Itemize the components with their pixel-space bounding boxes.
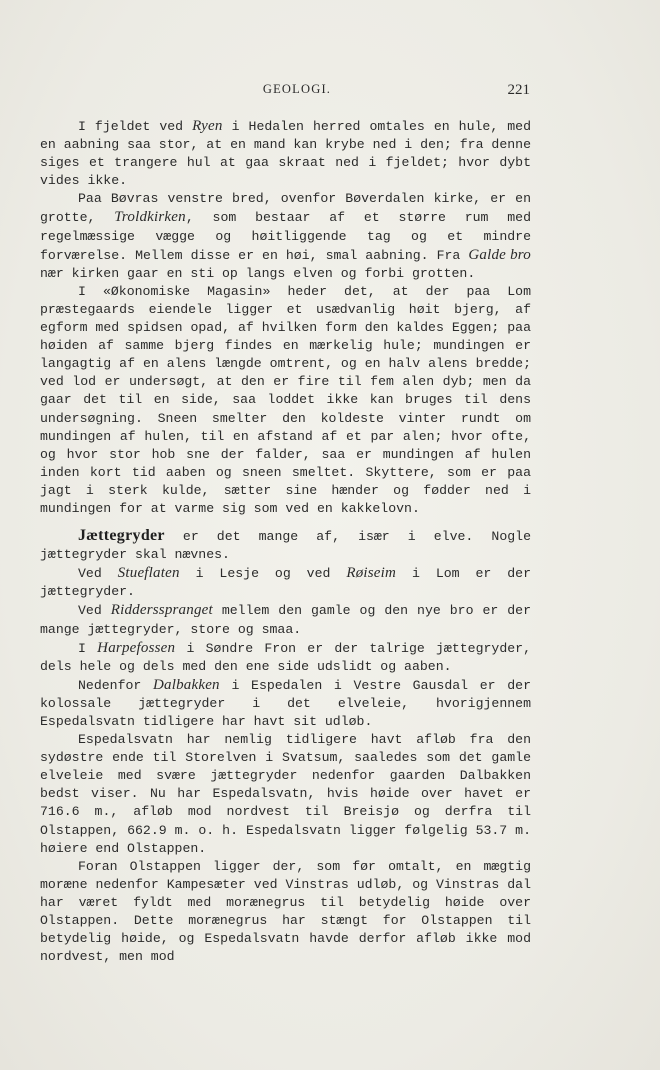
- running-title: GEOLOGI.: [262, 82, 332, 96]
- paragraph: [40, 190, 531, 282]
- place-name: Troldkirken: [114, 209, 186, 226]
- text-run: mellem den gamle og den nye bro er der mange jættegryder, store og smaa.: [40, 603, 532, 637]
- place-name: Riddersspranget: [110, 602, 213, 619]
- text-run: I fjeldet ved: [78, 119, 193, 134]
- place-name: Røiseim: [346, 565, 397, 582]
- text-run: , som bestaar af et større rum med regelmæssige vægge og høitliggende tag og et mindre forværelse. Mellem disse er en høi, smal aabning. Fra: [40, 210, 531, 263]
- paragraph: [40, 858, 531, 967]
- text-run: Paa Bøvras venstre bred, ovenfor Bøverdalen kirke, er en grotte,: [40, 191, 531, 226]
- text-run: Ved: [78, 566, 118, 582]
- section-heading: Jættegryder: [78, 527, 165, 545]
- text-run: i Espedalen i Vestre Gausdal er der kolossale jættegryder i det elveleie, hvorigjennem Espedalsvatn tidligere har havt sit udløb.: [40, 677, 531, 729]
- place-name: Ryen: [192, 118, 223, 134]
- body-text: [40, 117, 531, 966]
- page-header: [64, 82, 530, 102]
- paragraph: [40, 639, 531, 676]
- text-run: Foran Olstappen ligger der, som før omtalt, en mægtig moræne nedenfor Kampesæter ved Vinstras udløb, og Vinstras dal har været fyldt med morænegrus til betydelig høide over Olstappen. Dette morænegrus har stængt for Olstappen til betydelig høide, og Espedalsvatn havde derfor afløb ikke mod nordvest, men mod: [40, 858, 531, 965]
- paragraph: [40, 283, 531, 518]
- page-number: 221: [507, 82, 530, 98]
- text-run: I «Økonomiske Magasin» heder det, at der paa Lom præstegaards eiendele ligger et usædvanlig høit bjerg, af egform med spidsen opad, af hvilken form den kaldes Eggen; paa høiden af samme bjerg findes en mærkelig hule; mundingen er langagtig af en alens længde omtrent, og en halv alens bredde; ved lod er undersøgt, at den er fire til fem alen dyb; men da gaar det til en side, saa loddet ikke kan bruges til dens undersøgning. Sneen smelter den koldeste vinter rundt om mundingen af hulen, til en afstand af et par alen; hvor ofte, og hvor stor hob sne der falder, saa er mundingen af hulen inden kort tid aaben og sneen smeltet. Skyttere, som er paa jagt i sterk kulde, sætter sine hænder og fødder ned i mundingen for at varme sig som ved en kakkelovn.: [40, 283, 531, 516]
- text-run: Nedenfor: [78, 677, 153, 693]
- paragraph: [40, 527, 531, 564]
- paragraph: [40, 676, 531, 731]
- place-name: Harpefossen: [97, 639, 176, 656]
- paragraph: [40, 731, 531, 858]
- place-name: Galde bro: [468, 246, 531, 263]
- text-run: nær kirken gaar en sti op langs elven og forbi grotten.: [40, 265, 476, 281]
- place-name: Stueflaten: [117, 565, 180, 582]
- text-run: er det mange af, især i elve. Nogle jættegryder skal nævnes.: [40, 529, 531, 563]
- text-run: i Lom er der jættegryder.: [40, 566, 531, 600]
- text-run: i Hedalen herred omtales en hule, med en aabning saa stor, at en mand kan krybe ned i den; fra denne siges et trangere hul at gaa skraat ned i fjeldet; hvor dybt vides ikke.: [40, 119, 532, 189]
- text-run: Espedalsvatn har nemlig tidligere havt afløb fra den sydøstre ende til Storelven i Svatsum, saaledes som det gamle elveleie med svære jættegryder nedenfor gaarden Dalbakken bedst viser. Nu har Espedalsvatn, hvis høide over havet er 716.6 m., afløb mod nordvest til Breisjø og derfra til Olstappen, 662.9 m. o. h. Espedalsvatn ligger følgelig 53.7 m. høiere end Olstappen.: [40, 732, 531, 856]
- text-run: Ved: [78, 603, 111, 619]
- text-run: I: [78, 640, 98, 656]
- paragraph: [40, 117, 531, 190]
- paragraph: [40, 601, 531, 638]
- text-run: i Søndre Fron er der talrige jættegryder, dels hele og dels med den ene side udslidt og aaben.: [40, 640, 531, 674]
- paragraph: [40, 564, 531, 601]
- text-run: i Lesje og ved: [179, 566, 347, 582]
- place-name: Dalbakken: [152, 676, 220, 693]
